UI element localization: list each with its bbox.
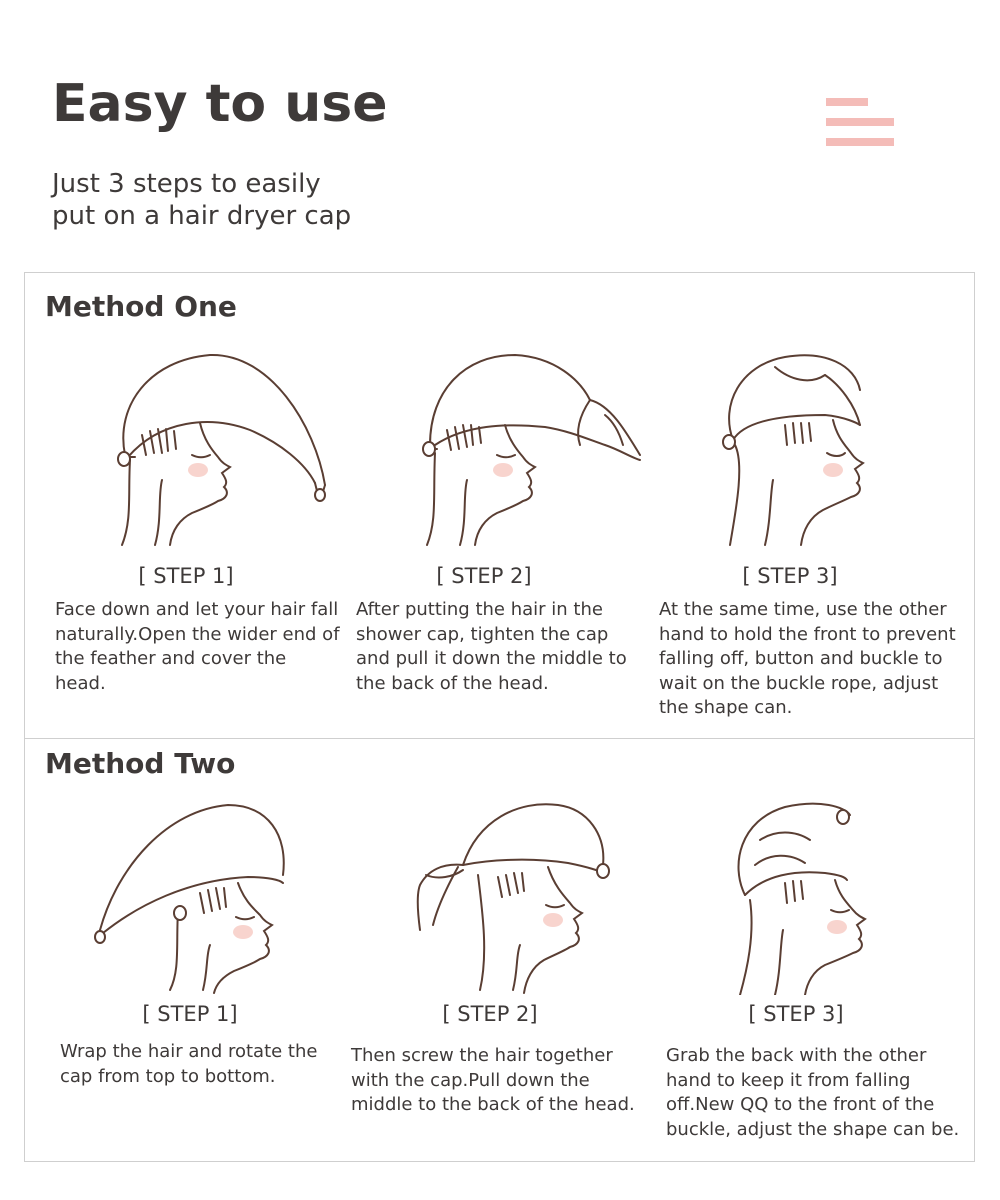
method-two-step-3-text: Grab the back with the other hand to keep it from falling off.New QQ to the front of the buckle, adjust the shape can be.	[666, 1045, 960, 1140]
menu-bar-1	[826, 98, 868, 106]
method-two-step-1-illustration	[88, 795, 298, 995]
method-one-step-2-text: After putting the hair in the shower cap, tighten the cap and pull it down the middle to the back of the head.	[356, 599, 627, 694]
menu-bar-2	[826, 118, 894, 126]
method-two-step-3-label: [ STEP 3]	[748, 1002, 844, 1026]
subtitle-line-2: put on a hair dryer cap	[52, 201, 352, 231]
method-two-step-3-illustration	[725, 795, 905, 995]
method-one-step-1-label: [ STEP 1]	[138, 564, 234, 588]
method-one-step-3-text: At the same time, use the other hand to hold the front to prevent falling off, button and buckle to wait on the buckle rope, adjust the shape can.	[659, 599, 956, 718]
method-two-step-2-label: [ STEP 2]	[442, 1002, 538, 1026]
method-one-step-3-illustration	[715, 345, 905, 550]
method-one-step-1-illustration	[100, 345, 340, 550]
page-title: Easy to use	[52, 74, 388, 134]
method-one-step-1-text: Face down and let your hair fall naturally.Open the wider end of the feather and cover the head.	[55, 599, 340, 694]
method-one-step-2-label: [ STEP 2]	[436, 564, 532, 588]
method-two-step-2-text: Then screw the hair together with the cap.Pull down the middle to the back of the head.	[351, 1045, 635, 1115]
method-two-step-2-illustration	[408, 795, 618, 995]
subtitle-line-1: Just 3 steps to easily	[52, 169, 321, 199]
method-two-step-1-text: Wrap the hair and rotate the cap from top to bottom.	[60, 1041, 318, 1087]
menu-icon	[826, 98, 894, 148]
method-one-title: Method One	[45, 290, 237, 323]
method-two-step-1-label: [ STEP 1]	[142, 1002, 238, 1026]
method-one-step-2-illustration	[405, 345, 655, 550]
menu-bar-3	[826, 138, 894, 146]
method-two-title: Method Two	[45, 747, 236, 780]
method-divider	[24, 738, 975, 739]
page-subtitle	[52, 168, 351, 232]
method-one-step-3-label: [ STEP 3]	[742, 564, 838, 588]
